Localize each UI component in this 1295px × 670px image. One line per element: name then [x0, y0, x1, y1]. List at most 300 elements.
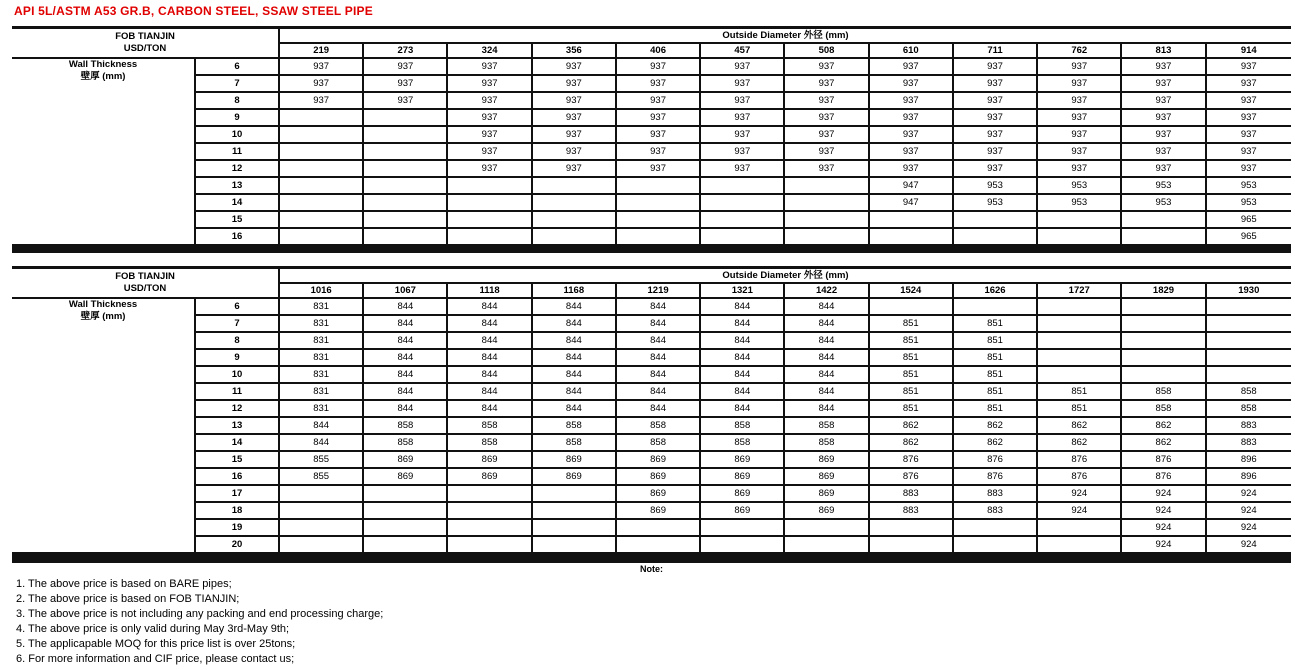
- price-cell: [280, 178, 364, 195]
- price-cell: 851: [954, 367, 1038, 384]
- price-cell: 937: [617, 93, 701, 110]
- price-cell: [701, 537, 785, 554]
- price-cell: [448, 503, 532, 520]
- price-cell: 953: [954, 178, 1038, 195]
- price-cell: [448, 229, 532, 246]
- price-cell: 953: [1207, 195, 1291, 212]
- thickness-value: 16: [196, 229, 280, 246]
- wall-thickness-unit: 壁厚 (mm): [80, 311, 126, 322]
- price-cell: 844: [448, 384, 532, 401]
- price-cell: 937: [870, 127, 954, 144]
- price-cell: [364, 229, 448, 246]
- price-cell: [785, 520, 869, 537]
- thickness-value: 11: [196, 384, 280, 401]
- price-cell: [1207, 299, 1291, 316]
- price-cell: [870, 299, 954, 316]
- price-cell: [364, 486, 448, 503]
- price-cell: [785, 178, 869, 195]
- diameter-header: 711: [954, 44, 1038, 59]
- price-cell: [280, 144, 364, 161]
- price-cell: 924: [1207, 520, 1291, 537]
- table-row: [12, 350, 1291, 367]
- price-cell: 937: [870, 110, 954, 127]
- price-cell: 844: [617, 401, 701, 418]
- price-cell: 844: [533, 316, 617, 333]
- table-row: [12, 537, 1291, 554]
- price-cell: [364, 503, 448, 520]
- diameter-header: 1168: [533, 284, 617, 299]
- price-cell: 937: [617, 127, 701, 144]
- price-cell: [785, 212, 869, 229]
- price-cell: 937: [280, 59, 364, 76]
- price-cell: 937: [1122, 93, 1206, 110]
- price-cell: 937: [1122, 144, 1206, 161]
- table-row: [12, 316, 1291, 333]
- price-cell: 937: [448, 59, 532, 76]
- price-cell: 937: [870, 59, 954, 76]
- price-cell: 851: [954, 333, 1038, 350]
- price-cell: 851: [870, 384, 954, 401]
- price-cell: 937: [364, 59, 448, 76]
- price-cell: 869: [448, 469, 532, 486]
- thickness-value: 6: [196, 299, 280, 316]
- price-cell: 844: [280, 435, 364, 452]
- price-cell: 858: [364, 435, 448, 452]
- notes-list: [16, 577, 383, 667]
- price-cell: 844: [448, 367, 532, 384]
- price-cell: 844: [785, 333, 869, 350]
- price-cell: 953: [1038, 195, 1122, 212]
- price-cell: [533, 537, 617, 554]
- price-cell: [1038, 316, 1122, 333]
- diameter-header: 762: [1038, 44, 1122, 59]
- price-cell: 937: [364, 93, 448, 110]
- price-cell: 844: [617, 384, 701, 401]
- thickness-value: 12: [196, 161, 280, 178]
- price-cell: 858: [1122, 401, 1206, 418]
- price-cell: 937: [701, 59, 785, 76]
- price-cell: 937: [448, 93, 532, 110]
- table-row: [12, 299, 1291, 316]
- thickness-value: 18: [196, 503, 280, 520]
- price-cell: 844: [701, 350, 785, 367]
- price-cell: 831: [280, 367, 364, 384]
- diameter-header: 1829: [1122, 284, 1206, 299]
- price-cell: 844: [617, 333, 701, 350]
- price-cell: [533, 229, 617, 246]
- price-cell: 858: [448, 418, 532, 435]
- price-cell: 844: [364, 401, 448, 418]
- price-cell: 869: [701, 486, 785, 503]
- price-cell: 844: [364, 367, 448, 384]
- price-cell: 937: [701, 161, 785, 178]
- price-cell: [1122, 229, 1206, 246]
- price-cell: 953: [1122, 178, 1206, 195]
- price-cell: 858: [785, 418, 869, 435]
- price-cell: [1122, 333, 1206, 350]
- table-row: [12, 93, 1291, 110]
- table-row: [12, 452, 1291, 469]
- table-row: [12, 401, 1291, 418]
- table-row: [12, 384, 1291, 401]
- note-item: 1. The above price is based on BARE pipes;: [16, 578, 232, 590]
- price-cell: 924: [1038, 486, 1122, 503]
- wall-thickness-label: [12, 59, 196, 246]
- price-cell: 937: [954, 93, 1038, 110]
- outside-diameter-header: Outside Diameter 外径 (mm): [280, 269, 1291, 284]
- diameter-header: 457: [701, 44, 785, 59]
- price-cell: 937: [954, 76, 1038, 93]
- thickness-value: 10: [196, 127, 280, 144]
- price-cell: 924: [1207, 486, 1291, 503]
- price-cell: 937: [533, 93, 617, 110]
- price-cell: 844: [364, 384, 448, 401]
- wall-thickness-title: Wall Thickness: [68, 299, 138, 310]
- price-cell: 937: [448, 127, 532, 144]
- price-cell: [448, 178, 532, 195]
- price-cell: 831: [280, 316, 364, 333]
- price-cell: 937: [1122, 127, 1206, 144]
- price-cell: 924: [1122, 486, 1206, 503]
- thickness-value: 7: [196, 316, 280, 333]
- price-cell: 937: [533, 144, 617, 161]
- diameter-header: 1524: [870, 284, 954, 299]
- diameter-header: 610: [870, 44, 954, 59]
- price-cell: 869: [701, 469, 785, 486]
- thickness-value: 8: [196, 333, 280, 350]
- price-cell: 869: [785, 469, 869, 486]
- diameter-header: 1067: [364, 284, 448, 299]
- table-row: [12, 333, 1291, 350]
- thickness-value: 9: [196, 110, 280, 127]
- price-cell: 869: [617, 469, 701, 486]
- fob-header: [12, 29, 280, 59]
- price-cell: 844: [701, 384, 785, 401]
- price-cell: 937: [1038, 110, 1122, 127]
- price-cell: 924: [1122, 503, 1206, 520]
- price-cell: 862: [954, 418, 1038, 435]
- price-cell: 937: [785, 110, 869, 127]
- note-item: 4. The above price is only valid during May 3rd-May 9th;: [16, 623, 290, 635]
- diameter-header: 508: [785, 44, 869, 59]
- price-cell: [1038, 333, 1122, 350]
- price-cell: 924: [1122, 537, 1206, 554]
- price-cell: 869: [364, 452, 448, 469]
- price-cell: [533, 486, 617, 503]
- price-cell: 937: [448, 161, 532, 178]
- price-cell: 937: [1207, 93, 1291, 110]
- price-cell: 937: [785, 144, 869, 161]
- price-cell: 858: [1207, 401, 1291, 418]
- price-cell: [617, 520, 701, 537]
- price-cell: 937: [701, 144, 785, 161]
- thickness-value: 17: [196, 486, 280, 503]
- price-cell: 937: [954, 161, 1038, 178]
- price-cell: 844: [364, 333, 448, 350]
- thickness-value: 8: [196, 93, 280, 110]
- price-cell: [1207, 350, 1291, 367]
- table-row: [12, 486, 1291, 503]
- price-cell: 869: [701, 452, 785, 469]
- price-cell: 876: [1122, 469, 1206, 486]
- thickness-value: 13: [196, 418, 280, 435]
- price-cell: 844: [617, 350, 701, 367]
- table-row: [12, 127, 1291, 144]
- price-cell: 858: [617, 435, 701, 452]
- price-cell: [1122, 350, 1206, 367]
- price-cell: [280, 229, 364, 246]
- diameter-header: 1930: [1207, 284, 1291, 299]
- price-cell: [1038, 350, 1122, 367]
- price-cell: [1038, 299, 1122, 316]
- price-cell: 937: [617, 161, 701, 178]
- price-cell: 937: [1038, 161, 1122, 178]
- price-cell: [1038, 367, 1122, 384]
- price-cell: 937: [533, 110, 617, 127]
- currency-label: USD/TON: [123, 283, 167, 294]
- price-cell: [533, 503, 617, 520]
- fob-label: FOB TIANJIN: [115, 31, 175, 42]
- price-cell: [870, 212, 954, 229]
- price-cell: 937: [448, 76, 532, 93]
- price-cell: 851: [870, 367, 954, 384]
- price-cell: [785, 537, 869, 554]
- price-cell: [280, 503, 364, 520]
- wall-thickness-label: [12, 299, 196, 554]
- price-cell: 844: [533, 384, 617, 401]
- price-cell: 844: [533, 350, 617, 367]
- diameter-header: 219: [280, 44, 364, 59]
- thickness-value: 14: [196, 435, 280, 452]
- price-cell: 844: [785, 384, 869, 401]
- price-cell: [364, 212, 448, 229]
- price-cell: [533, 212, 617, 229]
- price-cell: [1207, 367, 1291, 384]
- price-cell: 844: [280, 418, 364, 435]
- price-cell: 869: [785, 452, 869, 469]
- price-cell: [448, 195, 532, 212]
- price-cell: 937: [280, 93, 364, 110]
- price-cell: [1122, 212, 1206, 229]
- price-cell: 862: [1038, 435, 1122, 452]
- price-grid: [12, 29, 1291, 246]
- price-cell: 876: [870, 452, 954, 469]
- price-cell: 965: [1207, 229, 1291, 246]
- thickness-value: 7: [196, 76, 280, 93]
- price-cell: 869: [785, 486, 869, 503]
- price-cell: 937: [1207, 161, 1291, 178]
- table-row: [12, 110, 1291, 127]
- price-cell: [954, 520, 1038, 537]
- price-cell: 937: [954, 110, 1038, 127]
- price-cell: 937: [1122, 59, 1206, 76]
- price-cell: 876: [1122, 452, 1206, 469]
- price-cell: 953: [1038, 178, 1122, 195]
- price-cell: 851: [870, 333, 954, 350]
- price-cell: 851: [954, 401, 1038, 418]
- note-item: 6. For more information and CIF price, please contact us;: [16, 653, 295, 665]
- price-table-2: [12, 266, 1291, 563]
- price-cell: 844: [364, 316, 448, 333]
- price-cell: 947: [870, 178, 954, 195]
- price-cell: [701, 212, 785, 229]
- price-cell: 851: [870, 401, 954, 418]
- price-cell: 883: [870, 486, 954, 503]
- price-cell: 876: [870, 469, 954, 486]
- price-cell: 869: [701, 503, 785, 520]
- fob-label: FOB TIANJIN: [115, 271, 175, 282]
- note-item: 2. The above price is based on FOB TIANJIN;: [16, 593, 240, 605]
- price-cell: 844: [364, 350, 448, 367]
- price-cell: 831: [280, 299, 364, 316]
- thickness-value: 10: [196, 367, 280, 384]
- price-cell: 844: [533, 367, 617, 384]
- price-cell: 937: [533, 161, 617, 178]
- price-cell: 858: [364, 418, 448, 435]
- price-cell: 876: [954, 452, 1038, 469]
- price-cell: 844: [448, 401, 532, 418]
- price-cell: 869: [533, 469, 617, 486]
- thickness-value: 19: [196, 520, 280, 537]
- price-cell: 937: [1122, 161, 1206, 178]
- price-grid: [12, 269, 1291, 554]
- price-cell: 937: [870, 144, 954, 161]
- price-cell: [701, 178, 785, 195]
- price-cell: 896: [1207, 452, 1291, 469]
- diameter-header: 914: [1207, 44, 1291, 59]
- price-cell: 844: [533, 299, 617, 316]
- outside-diameter-header: Outside Diameter 外径 (mm): [280, 29, 1291, 44]
- price-cell: 937: [785, 161, 869, 178]
- price-cell: [280, 110, 364, 127]
- price-cell: [364, 178, 448, 195]
- price-cell: 844: [617, 299, 701, 316]
- price-cell: 937: [1207, 144, 1291, 161]
- table-row: [12, 229, 1291, 246]
- thickness-value: 14: [196, 195, 280, 212]
- price-cell: [870, 520, 954, 537]
- price-cell: [448, 212, 532, 229]
- price-cell: [785, 229, 869, 246]
- price-cell: 937: [1038, 76, 1122, 93]
- price-cell: [280, 195, 364, 212]
- price-cell: 844: [701, 401, 785, 418]
- price-cell: 844: [533, 401, 617, 418]
- price-cell: 858: [701, 435, 785, 452]
- price-cell: [617, 229, 701, 246]
- price-cell: [954, 212, 1038, 229]
- fob-header: [12, 269, 280, 299]
- diameter-header: 1118: [448, 284, 532, 299]
- price-cell: 869: [533, 452, 617, 469]
- price-cell: 937: [280, 76, 364, 93]
- price-cell: 937: [701, 127, 785, 144]
- price-cell: [1207, 316, 1291, 333]
- price-cell: 851: [954, 316, 1038, 333]
- price-cell: [1207, 333, 1291, 350]
- price-cell: 862: [1038, 418, 1122, 435]
- price-cell: [364, 161, 448, 178]
- price-cell: 937: [533, 59, 617, 76]
- thickness-value: 20: [196, 537, 280, 554]
- thickness-value: 16: [196, 469, 280, 486]
- price-cell: 924: [1207, 537, 1291, 554]
- wall-thickness-unit: 壁厚 (mm): [80, 71, 126, 82]
- price-cell: 858: [701, 418, 785, 435]
- price-cell: 937: [954, 59, 1038, 76]
- price-cell: 937: [617, 110, 701, 127]
- price-cell: 953: [954, 195, 1038, 212]
- price-cell: 924: [1038, 503, 1122, 520]
- price-cell: 855: [280, 469, 364, 486]
- table-row: [12, 435, 1291, 452]
- price-cell: 858: [533, 418, 617, 435]
- price-cell: 869: [617, 486, 701, 503]
- diameter-header: 1422: [785, 284, 869, 299]
- thickness-value: 15: [196, 212, 280, 229]
- diameter-header: 273: [364, 44, 448, 59]
- price-cell: 844: [701, 316, 785, 333]
- price-cell: 937: [870, 76, 954, 93]
- price-cell: [1038, 229, 1122, 246]
- price-cell: 844: [785, 316, 869, 333]
- price-cell: 858: [785, 435, 869, 452]
- price-cell: 937: [701, 76, 785, 93]
- diameter-header: 324: [448, 44, 532, 59]
- price-cell: [785, 195, 869, 212]
- price-cell: 937: [1207, 76, 1291, 93]
- price-cell: [954, 537, 1038, 554]
- table-row: [12, 367, 1291, 384]
- price-cell: 937: [1122, 110, 1206, 127]
- diameter-header: 813: [1122, 44, 1206, 59]
- price-cell: 858: [617, 418, 701, 435]
- diameter-header: 356: [533, 44, 617, 59]
- price-cell: [448, 520, 532, 537]
- price-cell: 862: [1122, 435, 1206, 452]
- price-cell: 953: [1122, 195, 1206, 212]
- price-cell: 851: [1038, 384, 1122, 401]
- diameter-header: 406: [617, 44, 701, 59]
- price-cell: 937: [785, 59, 869, 76]
- price-cell: 851: [1038, 401, 1122, 418]
- price-cell: 953: [1207, 178, 1291, 195]
- price-cell: 937: [1122, 76, 1206, 93]
- price-cell: 937: [617, 59, 701, 76]
- price-cell: 937: [785, 127, 869, 144]
- price-table-1: [12, 26, 1291, 253]
- price-cell: [954, 299, 1038, 316]
- price-cell: 831: [280, 384, 364, 401]
- price-cell: [280, 161, 364, 178]
- table-row: [12, 59, 1291, 76]
- price-cell: 947: [870, 195, 954, 212]
- price-cell: 937: [617, 144, 701, 161]
- price-cell: 937: [1038, 93, 1122, 110]
- price-cell: 858: [448, 435, 532, 452]
- table-row: [12, 503, 1291, 520]
- price-cell: 896: [1207, 469, 1291, 486]
- price-cell: [280, 537, 364, 554]
- price-cell: 862: [954, 435, 1038, 452]
- price-cell: 937: [364, 76, 448, 93]
- price-cell: 858: [1207, 384, 1291, 401]
- thickness-value: 9: [196, 350, 280, 367]
- price-cell: 862: [1122, 418, 1206, 435]
- price-cell: 937: [785, 76, 869, 93]
- price-cell: 844: [617, 316, 701, 333]
- price-cell: 965: [1207, 212, 1291, 229]
